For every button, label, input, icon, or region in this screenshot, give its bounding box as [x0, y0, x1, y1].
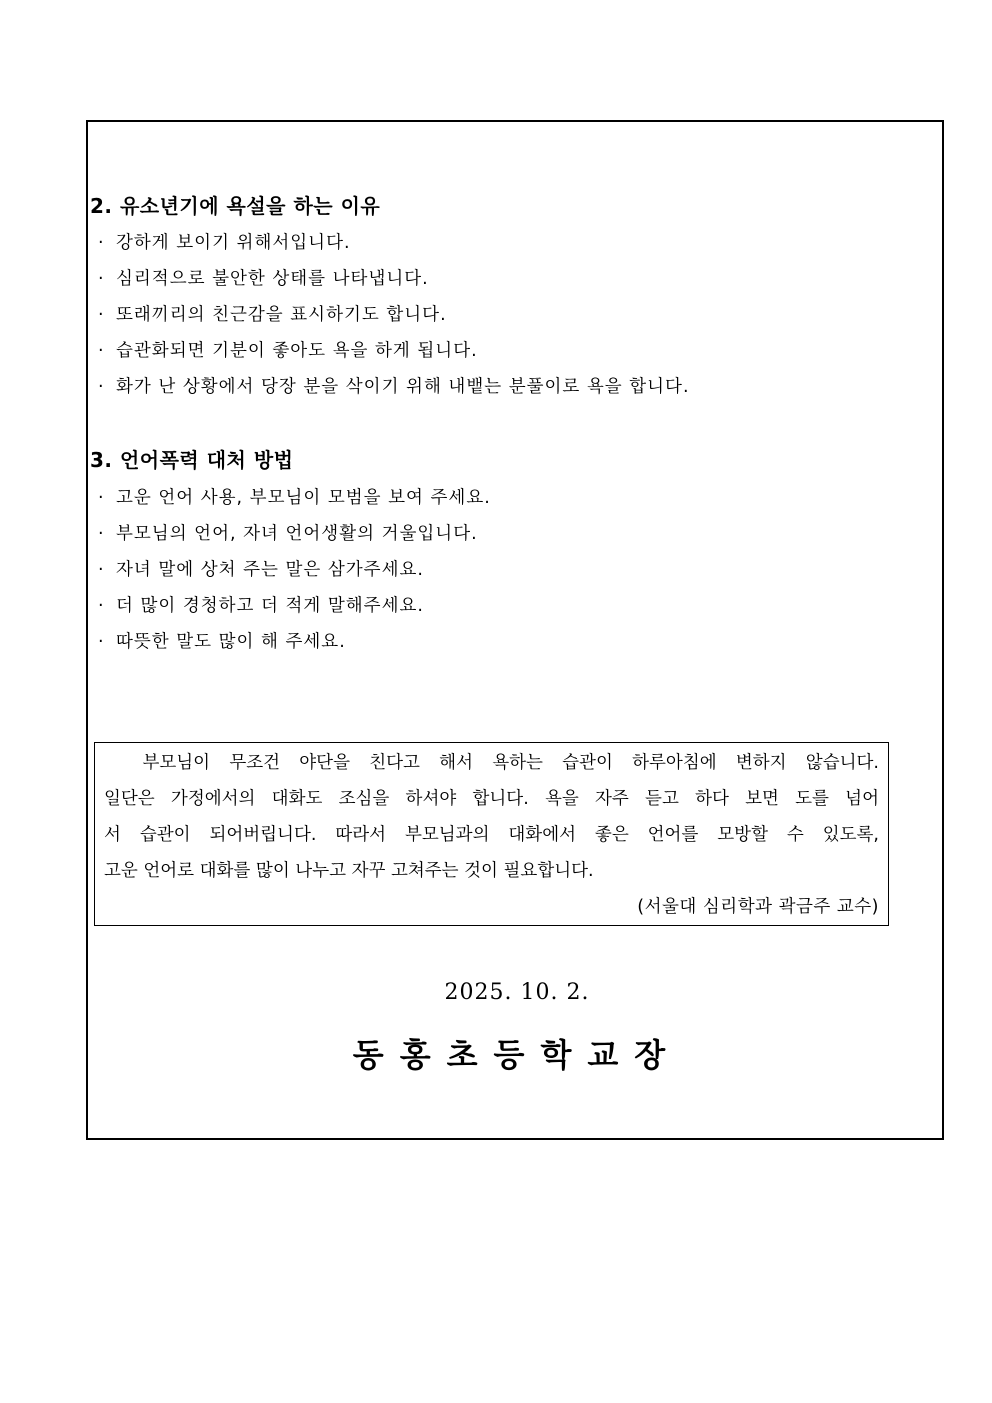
quote-line: 일단은 가정에서의 대화도 조심을 하셔야 합니다. 욕을 자주 듣고 하다 보면 도를 넘어: [104, 789, 879, 809]
list-item: · 강하게 보이기 위해서입니다.: [98, 233, 351, 253]
section-3-title: 3. 언어폭력 대처 방법: [90, 448, 294, 472]
list-item: · 심리적으로 불안한 상태를 나타냅니다.: [98, 269, 429, 289]
list-item: · 습관화되면 기분이 좋아도 욕을 하게 됩니다.: [98, 341, 478, 361]
list-item: · 자녀 말에 상처 주는 말은 삼가주세요.: [98, 560, 424, 580]
section-2-title: 2. 유소년기에 욕설을 하는 이유: [90, 194, 381, 218]
quote-source: (서울대 심리학과 곽금주 교수): [637, 897, 879, 917]
list-item: · 따뜻한 말도 많이 해 주세요.: [98, 632, 346, 652]
list-item: · 화가 난 상황에서 당장 분을 삭이기 위해 내뱉는 분풀이로 욕을 합니다.: [98, 377, 690, 397]
school-principal-signature: 동홍초등학교장: [352, 1036, 682, 1074]
quote-box: [94, 742, 889, 926]
list-item: · 또래끼리의 친근감을 표시하기도 합니다.: [98, 305, 447, 325]
document-date: 2025. 10. 2.: [444, 980, 590, 1005]
quote-line: 고운 언어로 대화를 많이 나누고 자꾸 고쳐주는 것이 필요합니다.: [104, 861, 594, 881]
list-item: · 더 많이 경청하고 더 적게 말해주세요.: [98, 596, 424, 616]
list-item: · 고운 언어 사용, 부모님이 모범을 보여 주세요.: [98, 488, 491, 508]
list-item: · 부모님의 언어, 자녀 언어생활의 거울입니다.: [98, 524, 478, 544]
quote-line: 부모님이 무조건 야단을 친다고 해서 욕하는 습관이 하루아침에 변하지 않습니다.: [104, 753, 879, 773]
quote-line: 서 습관이 되어버립니다. 따라서 부모님과의 대화에서 좋은 언어를 모방할 수 있도록,: [104, 825, 879, 845]
